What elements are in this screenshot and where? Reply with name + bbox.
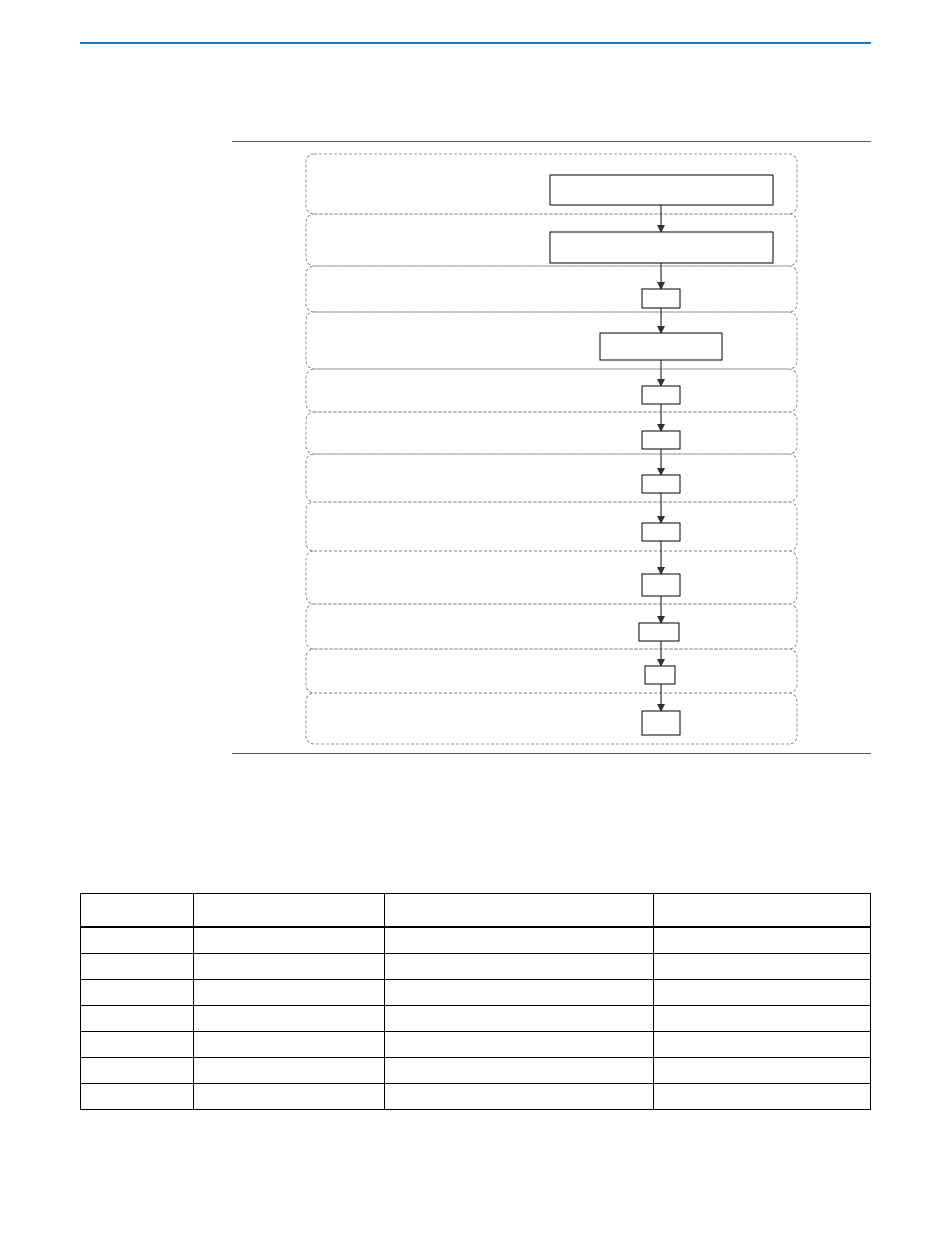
table-row <box>81 927 871 954</box>
table-row <box>81 980 871 1006</box>
table-cell <box>194 1084 385 1110</box>
stage-frame <box>306 214 797 266</box>
data-table <box>80 893 871 1110</box>
table-header-cell <box>385 894 654 928</box>
table-row <box>81 1006 871 1032</box>
table-cell <box>654 927 871 954</box>
stage-frame <box>306 454 797 502</box>
stage-frame <box>306 312 797 369</box>
table-cell <box>654 1058 871 1084</box>
table-cell <box>81 1084 194 1110</box>
table-header-cell <box>194 894 385 928</box>
table-cell <box>81 954 194 980</box>
process-box <box>642 431 680 449</box>
stage-frame <box>306 551 797 604</box>
table-cell <box>654 1084 871 1110</box>
table-cell <box>385 1058 654 1084</box>
process-box <box>642 574 680 596</box>
table-row <box>81 1058 871 1084</box>
table-cell <box>654 1032 871 1058</box>
table-cell <box>654 980 871 1006</box>
process-box <box>642 386 680 404</box>
table-row <box>81 1032 871 1058</box>
figure-top-rule <box>232 141 871 142</box>
table-row <box>81 1084 871 1110</box>
table-cell <box>194 1058 385 1084</box>
stage-frame <box>306 369 797 412</box>
table-cell <box>385 1032 654 1058</box>
table-cell <box>81 980 194 1006</box>
table-cell <box>385 980 654 1006</box>
table-row <box>81 954 871 980</box>
table-cell <box>81 927 194 954</box>
table-header-cell <box>81 894 194 928</box>
table-cell <box>194 980 385 1006</box>
table-cell <box>385 1006 654 1032</box>
process-box <box>642 289 680 308</box>
table-cell <box>194 1006 385 1032</box>
stage-frame <box>306 693 797 744</box>
stage-frame <box>306 649 797 693</box>
table-cell <box>81 1006 194 1032</box>
stage-frame <box>306 154 797 214</box>
stage-frame <box>306 604 797 649</box>
stage-frame <box>306 412 797 454</box>
process-box <box>550 175 773 205</box>
table-cell <box>194 1032 385 1058</box>
figure-bottom-rule <box>232 753 871 754</box>
stage-frame <box>306 502 797 551</box>
table-cell <box>81 1058 194 1084</box>
process-box <box>642 711 680 735</box>
table-cell <box>385 1084 654 1110</box>
table-cell <box>385 927 654 954</box>
table-cell <box>654 954 871 980</box>
table-header-cell <box>654 894 871 928</box>
process-box <box>639 623 679 641</box>
table-cell <box>194 927 385 954</box>
process-box <box>645 666 675 684</box>
table-cell <box>385 954 654 980</box>
process-box <box>642 523 680 541</box>
table-header-row <box>81 894 871 928</box>
table-cell <box>194 954 385 980</box>
table-cell <box>654 1006 871 1032</box>
process-box <box>550 232 773 263</box>
table-cell <box>81 1032 194 1058</box>
header-rule <box>80 42 871 44</box>
process-box <box>642 475 680 493</box>
process-box <box>600 333 722 360</box>
stage-frame <box>306 266 797 312</box>
